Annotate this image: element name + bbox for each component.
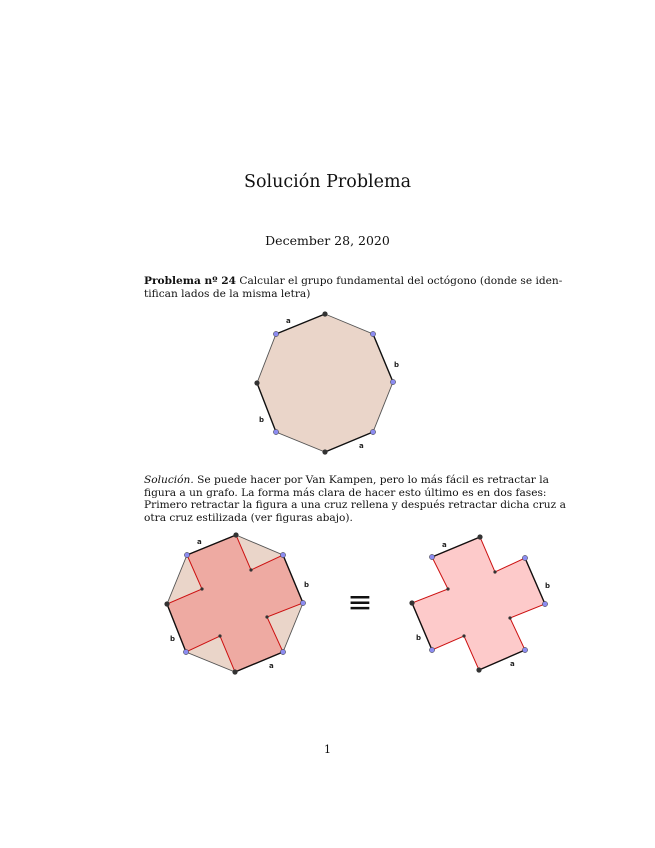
inner-vertex-dot bbox=[446, 587, 449, 590]
inner-vertex-dot bbox=[493, 570, 496, 573]
vertex-dot bbox=[370, 429, 375, 434]
vertex-dot bbox=[409, 600, 414, 605]
inner-vertex-dot bbox=[508, 616, 511, 619]
vertex-dot bbox=[429, 554, 434, 559]
problem-statement bbox=[144, 275, 563, 300]
vertex-dot bbox=[477, 534, 482, 539]
problem-text-line-1: Calcular el grupo fundamental del octógono (donde se iden- bbox=[235, 275, 563, 287]
octagon-with-cross-figure bbox=[158, 530, 318, 682]
octagon-figure bbox=[248, 305, 408, 463]
inner-vertex-dot bbox=[462, 634, 465, 637]
edge-label-b-left: b bbox=[170, 635, 176, 643]
vertex-dot bbox=[254, 380, 259, 385]
vertex-dot bbox=[322, 311, 327, 316]
solution-text-line-1: Se puede hacer por Van Kampen, pero lo más fácil es retractar la bbox=[193, 474, 549, 486]
vertex-dot bbox=[164, 601, 169, 606]
vertex-dot bbox=[522, 555, 527, 560]
solution-paragraph bbox=[144, 474, 566, 524]
solution-text-line-3: Primero retractar la figura a una cruz rellena y después retractar dicha cruz a bbox=[144, 499, 566, 512]
problem-text-line-2: tifican lados de la misma letra) bbox=[144, 287, 311, 300]
edge-label-b-left: b bbox=[416, 634, 422, 642]
problem-label: Problema nº 24 bbox=[144, 275, 236, 287]
edge-label-a-bottom: a bbox=[359, 442, 364, 450]
edge-label-a-bottom: a bbox=[269, 662, 274, 670]
vertex-dot bbox=[370, 331, 375, 336]
edge-label-a-top: a bbox=[197, 538, 202, 546]
solution-label: Solución. bbox=[144, 474, 194, 486]
octagon-cross-svg bbox=[158, 530, 318, 682]
edge-label-b-right: b bbox=[304, 581, 310, 589]
vertex-dot bbox=[542, 601, 547, 606]
vertex-dot bbox=[300, 600, 305, 605]
vertex-dot bbox=[390, 379, 395, 384]
stylized-cross-figure bbox=[405, 532, 557, 678]
page-title: Solución Problema bbox=[243, 172, 412, 192]
vertex-dot bbox=[280, 552, 285, 557]
stylized-cross-svg bbox=[405, 532, 557, 678]
edge-label-b-right: b bbox=[545, 582, 551, 590]
vertex-dot bbox=[280, 649, 285, 654]
vertex-dot bbox=[273, 331, 278, 336]
vertex-dot bbox=[184, 552, 189, 557]
vertex-dot bbox=[232, 669, 237, 674]
document-date: December 28, 2020 bbox=[265, 233, 390, 248]
vertex-dot bbox=[522, 647, 527, 652]
solution-text-line-2: figura a un grafo. La forma más clara de hacer esto último es en dos fases: bbox=[144, 486, 547, 499]
edge-label-a-top: a bbox=[442, 541, 447, 549]
vertex-dot bbox=[322, 449, 327, 454]
inner-vertex-dot bbox=[265, 615, 268, 618]
edge-label-b-left: b bbox=[259, 416, 265, 424]
edge-label-b-right: b bbox=[394, 361, 400, 369]
edge-label-a-bottom: a bbox=[510, 660, 515, 668]
solution-text-line-4: otra cruz estilizada (ver figuras abajo). bbox=[144, 511, 353, 524]
inner-vertex-dot bbox=[200, 587, 203, 590]
vertex-dot bbox=[233, 532, 238, 537]
vertex-dot bbox=[429, 647, 434, 652]
page-number: 1 bbox=[324, 743, 331, 756]
inner-vertex-dot bbox=[218, 634, 221, 637]
vertex-dot bbox=[273, 429, 278, 434]
octagon-svg bbox=[248, 305, 408, 463]
vertex-dot bbox=[183, 649, 188, 654]
edge-label-a-top: a bbox=[286, 317, 291, 325]
vertex-dot bbox=[476, 667, 481, 672]
equivalence-symbol: ≡ bbox=[347, 585, 373, 620]
inner-vertex-dot bbox=[249, 568, 252, 571]
